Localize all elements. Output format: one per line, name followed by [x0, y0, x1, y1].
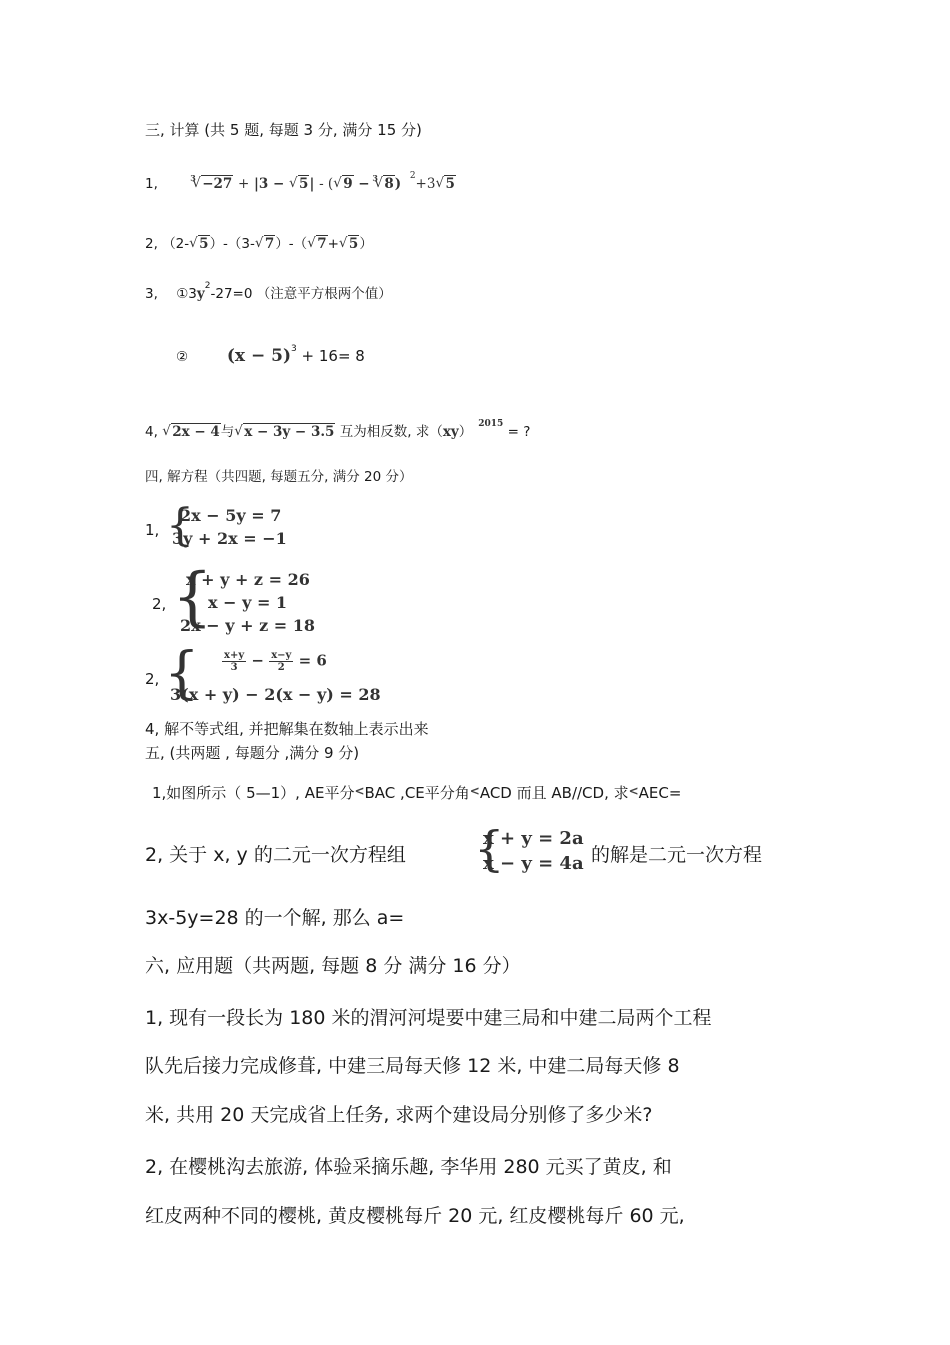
left-brace: {: [164, 641, 200, 706]
cube-root: √ 3 −27: [192, 174, 233, 194]
q-number: 2,: [145, 670, 160, 688]
section-5-title: 五, (共两题 , 每题分 ,满分 9 分): [145, 744, 360, 762]
left-brace: {: [166, 500, 194, 551]
square-root: √ 2x − 4: [162, 422, 221, 442]
square-root: √ 9: [333, 174, 353, 194]
angle-question: 1,如图所示（ 5—1）, AE平分<BAC ,CE平分角<ACD 而且 AB//CD, 求<AEC=: [152, 784, 682, 802]
app-q2-line1: 2, 在樱桃沟去旅游, 体验采摘乐趣, 李华用 280 元买了黄皮, 和: [145, 1156, 672, 1178]
square-root: √ x − 3y − 3.5: [234, 422, 335, 442]
calc-q4: 4, √ 2x − 4与√ x − 3y − 3.5 互为相反数, 求（xy） $^{2015}$ = ?: [145, 422, 530, 444]
q-number: 3,: [145, 286, 158, 302]
equation-system-4: { x + y = 2a x − y = 4a: [474, 821, 584, 877]
calc-q1: [145, 171, 456, 196]
q-number: 1,: [145, 176, 158, 192]
square-root: √ 5: [435, 174, 455, 194]
square-root: √ 5: [189, 234, 209, 254]
q-number: 2,: [152, 595, 167, 613]
circled-number: ②: [176, 349, 189, 365]
square-root: √ 7: [255, 234, 275, 254]
formula: √ 3 −27 + |3 − √ 5| - (√ 9 − √ 3 8) $^2$+3√ 5: [192, 176, 456, 192]
equation-system-1: { 2x − 5y = 7 3y + 2x = −1: [166, 500, 287, 551]
inequality-task: 4, 解不等式组, 并把解集在数轴上表示出来: [145, 720, 429, 738]
section-6-title: 六, 应用题（共两题, 每题 8 分 满分 16 分）: [145, 955, 521, 977]
section-4-title: 四, 解方程（共四题, 每题五分, 满分 20 分）: [145, 469, 413, 485]
fraction-equation: $\frac{x+y}{3}$ − $\frac{x-y}{2}$ = 6: [224, 650, 327, 673]
q-number: 4,: [145, 424, 158, 440]
q-number: 2,: [145, 236, 158, 252]
cube-root: √ 3 8: [374, 174, 394, 194]
system-question-prefix: 2, 关于 x, y 的二元一次方程组: [145, 844, 406, 866]
square-root: √ 5: [339, 234, 359, 254]
system-question-line2: 3x-5y=28 的一个解, 那么 a=: [145, 907, 405, 929]
app-q1-line3: 米, 共用 20 天完成省上任务, 求两个建设局分别修了多少米?: [145, 1104, 653, 1126]
angle-symbol: <: [469, 784, 480, 798]
q-number: 1,: [145, 521, 160, 539]
app-q1-line2: 队先后接力完成修葺, 中建三局每天修 12 米, 中建二局每天修 8: [145, 1055, 680, 1077]
app-q2-line2: 红皮两种不同的樱桃, 黄皮樱桃每斤 20 元, 红皮樱桃每斤 60 元,: [145, 1205, 685, 1227]
left-brace: {: [474, 821, 505, 877]
equation-system-3: { $\frac{x+y}{3}$ − $\frac{x-y}{2}$ = 6 3(x + y) − 2(x − y) = 28: [164, 641, 381, 706]
square-root: √ 5: [289, 174, 309, 194]
calc-q3-part1: 3, $①3y^2-27=0$ （注意平方根两个值）: [145, 281, 392, 302]
left-brace: {: [172, 560, 213, 634]
calc-q3-part2: ② $(x - 5)^3 + 16= 8$: [176, 344, 365, 366]
app-q1-line1: 1, 现有一段长为 180 米的渭河河堤要中建三局和中建二局两个工程: [145, 1007, 712, 1029]
section-3-title: 三, 计算 (共 5 题, 每题 3 分, 满分 15 分): [145, 121, 422, 139]
equation-system-2: { x + y + z = 26 x − y = 1 2x − y + z = 18: [172, 560, 315, 635]
angle-symbol: <: [354, 784, 365, 798]
calc-q2: 2, （2-√ 5）-（3-√ 7）-（√ 7+√ 5）: [145, 234, 373, 254]
system-question-suffix: 的解是二元一次方程: [591, 844, 763, 866]
square-root: √ 7: [307, 234, 327, 254]
angle-symbol: <: [628, 784, 639, 798]
